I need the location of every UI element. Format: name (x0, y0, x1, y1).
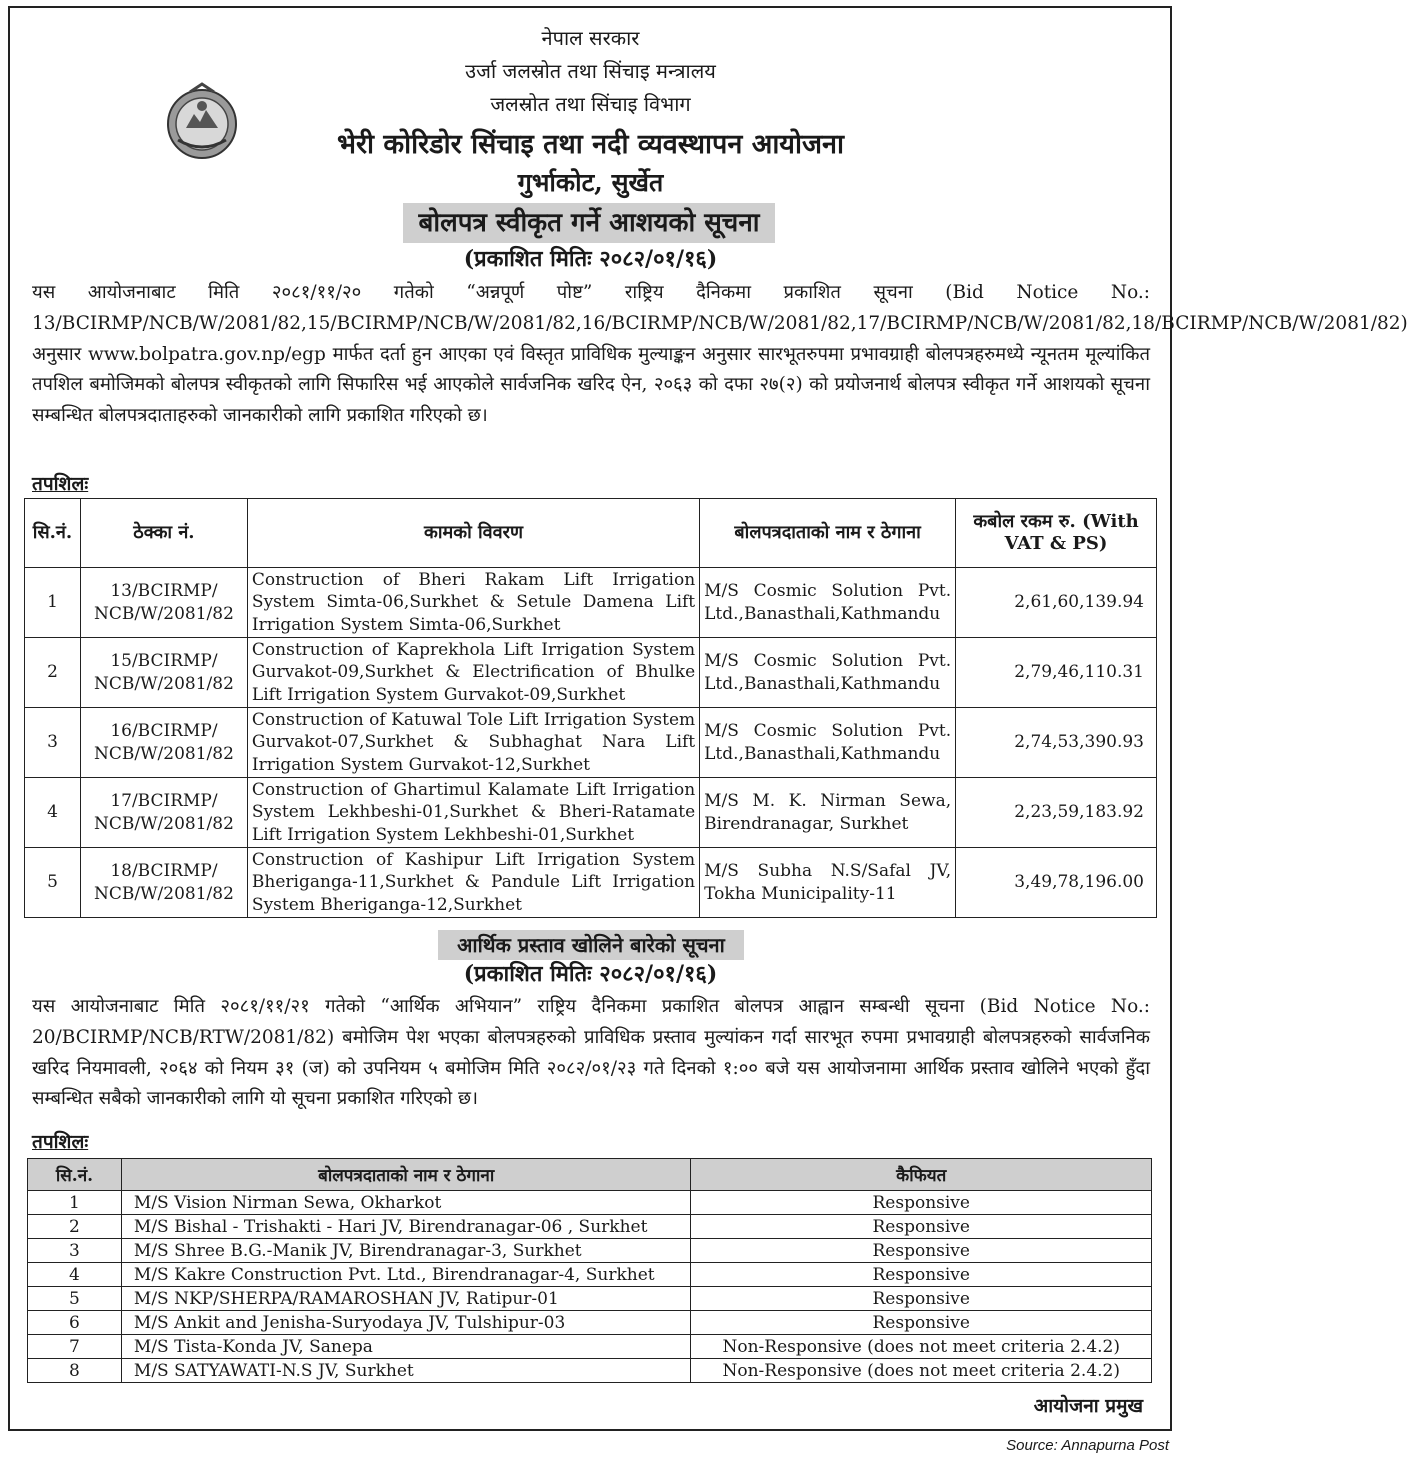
table-row (28, 1335, 1152, 1359)
header-project: भेरी कोरिडोर सिंचाइ तथा नदी व्यवस्थापन आयोजना (337, 129, 844, 160)
row-remark: Responsive (691, 1215, 1152, 1239)
row-bidder: M/S NKP/SHERPA/RAMAROSHAN JV, Ratipur-01 (121, 1287, 691, 1311)
section2-published-date: (प्रकाशित मितिः २०८२/०१/१६) (463, 961, 718, 987)
table-row (28, 1215, 1152, 1239)
row-amount: 2,61,60,139.94 (956, 568, 1157, 638)
section2-title: आर्थिक प्रस्ताव खोलिने बारेको सूचना (438, 930, 744, 960)
header-location: गुर्भाकोट, सुर्खेत (517, 168, 664, 197)
col-amount: कबोल रकम रु. (With VAT & PS) (956, 499, 1157, 568)
table-row (25, 638, 1157, 708)
row-sn: 1 (25, 568, 81, 638)
row-remark: Responsive (691, 1287, 1152, 1311)
row-contract: 15/BCIRMP/ NCB/W/2081/82 (80, 638, 247, 708)
table-row (28, 1311, 1152, 1335)
row-contract: 16/BCIRMP/ NCB/W/2081/82 (80, 708, 247, 778)
table-row (25, 778, 1157, 848)
table-row (28, 1191, 1152, 1215)
row-bidder: M/S Subha N.S/Safal JV, Tokha Municipality-11 (700, 848, 956, 918)
col-contract: ठेक्का नं. (80, 499, 247, 568)
row-bidder: M/S M. K. Nirman Sewa, Birendranagar, Surkhet (700, 778, 956, 848)
table-row (28, 1359, 1152, 1383)
row-bidder: M/S Shree B.G.-Manik JV, Birendranagar-3, Surkhet (121, 1239, 691, 1263)
row-description: Construction of Bheri Rakam Lift Irrigation System Simta-06,Surkhet & Setule Damena Lift Irrigation System Simta-06,Surkhet (247, 568, 699, 638)
table-row (28, 1287, 1152, 1311)
row-description: Construction of Kashipur Lift Irrigation System Bheriganga-11,Surkhet & Pandule Lift Irrigation System Bheriganga-12,Surkhet (247, 848, 699, 918)
published-date: (प्रकाशित मितिः २०८२/०१/१६) (463, 246, 718, 272)
col-sn: सि.नं. (25, 499, 81, 568)
table-row (28, 1263, 1152, 1287)
table-row (25, 568, 1157, 638)
row-bidder: M/S Kakre Construction Pvt. Ltd., Birendranagar-4, Surkhet (121, 1263, 691, 1287)
row-sn: 7 (28, 1335, 122, 1359)
row-remark: Responsive (691, 1239, 1152, 1263)
financial-opening-table (27, 1158, 1152, 1383)
row-sn: 4 (28, 1263, 122, 1287)
col-sn: सि.नं. (28, 1159, 122, 1191)
table-row (28, 1239, 1152, 1263)
row-remark: Responsive (691, 1263, 1152, 1287)
row-sn: 3 (25, 708, 81, 778)
section2-details-label: तपशिलः (32, 1131, 89, 1153)
row-remark: Responsive (691, 1311, 1152, 1335)
row-sn: 5 (28, 1287, 122, 1311)
project-chief-signature: आयोजना प्रमुख (1033, 1395, 1143, 1417)
row-sn: 6 (28, 1311, 122, 1335)
col-bidder: बोलपत्रदाताको नाम र ठेगाना (700, 499, 956, 568)
financial-table-header (28, 1159, 1152, 1191)
row-amount: 2,23,59,183.92 (956, 778, 1157, 848)
row-bidder: M/S Tista-Konda JV, Sanepa (121, 1335, 691, 1359)
details-label: तपशिलः (32, 473, 89, 495)
col-remark: कैफियत (691, 1159, 1152, 1191)
row-bidder: M/S Cosmic Solution Pvt. Ltd.,Banasthali,Kathmandu (700, 638, 956, 708)
header-government: नेपाल सरकार (541, 26, 640, 50)
row-remark: Non-Responsive (does not meet criteria 2.4.2) (691, 1335, 1152, 1359)
intro-paragraph: यस आयोजनाबाट मिति २०८१/११/२० गतेको “अन्नपूर्ण पोष्ट” राष्ट्रिय दैनिकमा प्रकाशित सूचना (Bid Notice No.: 13/BCIRMP/NCB/W/2081/82,15/BCIRMP/NCB/W/2081/82,16/BCIRMP/NCB/W/2081/82,17/BCIRMP/NCB/W/2081/82,18/BCIRMP/NCB/W/2081/82) अनुसार www.bolpatra.gov.np/egp मार्फत दर्ता हुन आएका एवं विस्तृत प्राविधिक मुल्याङ्कन अनुसार सारभूतरुपमा प्रभावग्राही बोलपत्रहरुमध्ये न्यूनतम मूल्यांकित तपशिल बमोजिमको बोलपत्र स्वीकृतको लागि सिफारिस भई आएकोले सार्वजनिक खरिद ऐन, २०६३ को दफा २७(२) को प्रयोजनार्थ बोलपत्र स्वीकृत गर्ने आशयको सूचना सम्बन्धित बोलपत्रदाताहरुको जानकारीको लागि प्रकाशित गरिएको छ। (32, 282, 1408, 427)
award-table (24, 498, 1157, 918)
header-ministry: उर्जा जलस्रोत तथा सिंचाइ मन्त्रालय (465, 59, 716, 83)
table-row (25, 708, 1157, 778)
col-description: कामको विवरण (247, 499, 699, 568)
row-description: Construction of Ghartimul Kalamate Lift Irrigation System Lekhbeshi-01,Surkhet & Bheri-Ratamate Lift Irrigation System Lekhbeshi-01,Surkhet (247, 778, 699, 848)
row-bidder: M/S Cosmic Solution Pvt. Ltd.,Banasthali,Kathmandu (700, 708, 956, 778)
row-amount: 3,49,78,196.00 (956, 848, 1157, 918)
row-sn: 5 (25, 848, 81, 918)
row-bidder: M/S SATYAWATI-N.S JV, Surkhet (121, 1359, 691, 1383)
row-remark: Non-Responsive (does not meet criteria 2.4.2) (691, 1359, 1152, 1383)
row-amount: 2,79,46,110.31 (956, 638, 1157, 708)
award-table-header (25, 499, 1157, 568)
source-credit: Source: Annapurna Post (1006, 1437, 1169, 1454)
row-contract: 13/BCIRMP/ NCB/W/2081/82 (80, 568, 247, 638)
row-contract: 17/BCIRMP/ NCB/W/2081/82 (80, 778, 247, 848)
row-bidder: M/S Bishal - Trishakti - Hari JV, Birendranagar-06 , Surkhet (121, 1215, 691, 1239)
row-description: Construction of Katuwal Tole Lift Irrigation System Gurvakot-07,Surkhet & Subhaghat Nara Lift Irrigation System Gurvakot-12,Surkhet (247, 708, 699, 778)
row-sn: 2 (25, 638, 81, 708)
notice-title: बोलपत्र स्वीकृत गर्ने आशयको सूचना (403, 203, 775, 243)
row-description: Construction of Kaprekhola Lift Irrigation System Gurvakot-09,Surkhet & Electrification of Bhulke Lift Irrigation System Gurvakot-09,Surkhet (247, 638, 699, 708)
table-row (25, 848, 1157, 918)
section2-paragraph: यस आयोजनाबाट मिति २०८१/११/२१ गतेको “आर्थिक अभियान” राष्ट्रिय दैनिकमा प्रकाशित बोलपत्र आह्वान सम्बन्धी सूचना (Bid Notice No.: 20/BCIRMP/NCB/RTW/2081/82) बमोजिम पेश भएका बोलपत्रहरुको प्राविधिक प्रस्ताव मुल्यांकन गर्दा सारभूत रुपमा प्रभावग्राही बोलपत्रहरुको सार्वजनिक खरिद नियमावली, २०६४ को नियम ३१ (ज) को उपनियम ५ बमोजिम मिति २०८२/०१/२३ गते दिनको १:०० बजे यस आयोजनामा आर्थिक प्रस्ताव खोलिने भएको हुँदा सम्बन्धित सबैको जानकारीको लागि यो सूचना प्रकाशित गरिएको छ। (32, 996, 1150, 1110)
row-contract: 18/BCIRMP/ NCB/W/2081/82 (80, 848, 247, 918)
row-amount: 2,74,53,390.93 (956, 708, 1157, 778)
row-remark: Responsive (691, 1191, 1152, 1215)
row-sn: 8 (28, 1359, 122, 1383)
row-sn: 4 (25, 778, 81, 848)
header-department: जलस्रोत तथा सिंचाइ विभाग (490, 92, 691, 116)
col-bidder: बोलपत्रदाताको नाम र ठेगाना (121, 1159, 691, 1191)
row-bidder: M/S Vision Nirman Sewa, Okharkot (121, 1191, 691, 1215)
row-sn: 1 (28, 1191, 122, 1215)
row-bidder: M/S Ankit and Jenisha-Suryodaya JV, Tulshipur-03 (121, 1311, 691, 1335)
row-sn: 3 (28, 1239, 122, 1263)
row-bidder: M/S Cosmic Solution Pvt. Ltd.,Banasthali,Kathmandu (700, 568, 956, 638)
row-sn: 2 (28, 1215, 122, 1239)
